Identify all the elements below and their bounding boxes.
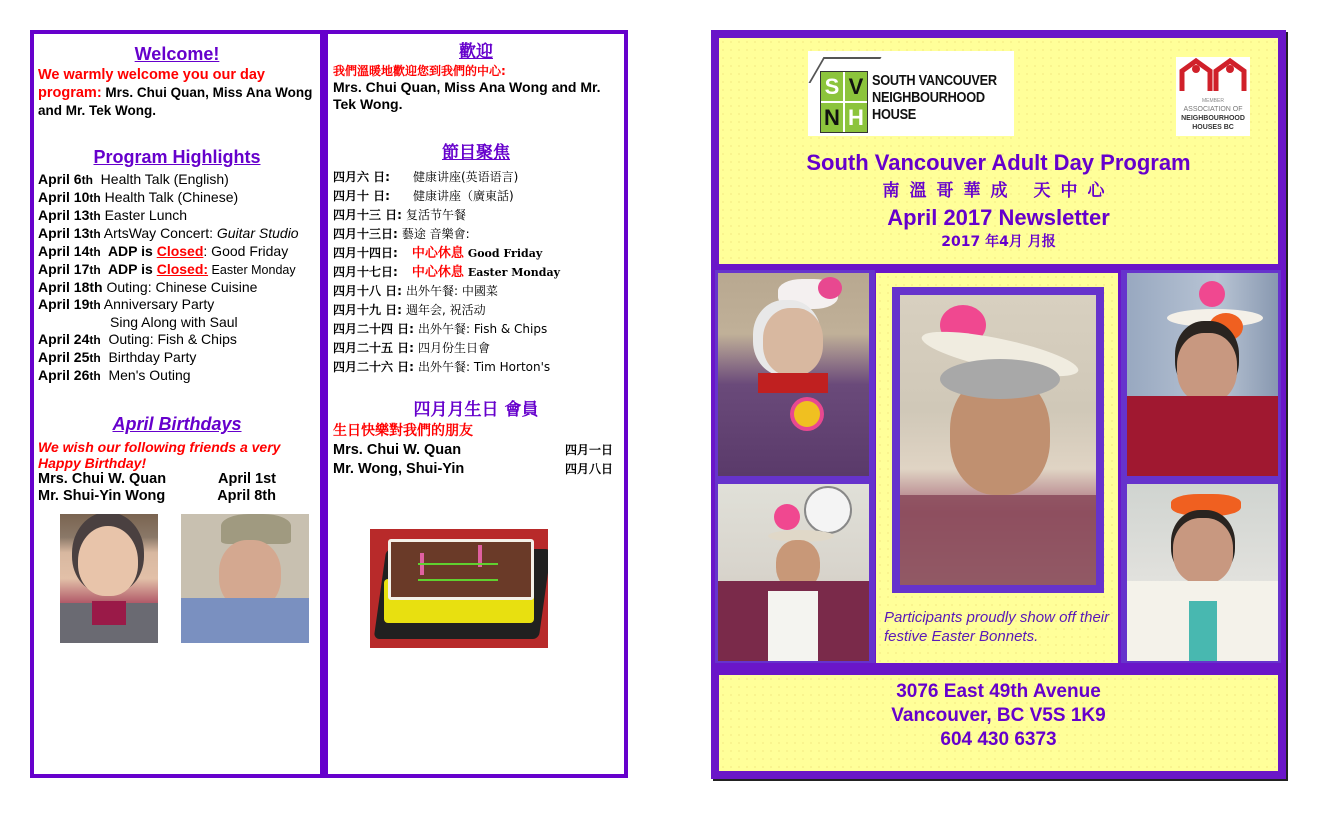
column-divider [320, 30, 328, 778]
highlight-row-zh [333, 282, 619, 301]
highlight-row [38, 279, 316, 296]
april-birthdays-heading: April Birthdays [112, 414, 242, 434]
anhbc-logo [1176, 57, 1250, 136]
closed-label-zh: 中心休息 [411, 265, 464, 280]
welcome-text [38, 67, 316, 120]
newsletter-title-zh: 2017 年4月 月报 [941, 234, 1056, 250]
closed-label: Closed [156, 243, 204, 259]
highlight-row-zh [333, 168, 619, 187]
highlight-adp-label: ADP is [100, 261, 157, 277]
highlight-text-zh: 健康讲座（廣東話) [413, 189, 514, 203]
highlight-row-zh [333, 358, 619, 377]
highlight-date-suffix: th [89, 245, 101, 259]
birthday-row [333, 460, 613, 479]
highlight-italic: Guitar Studio [216, 225, 299, 241]
highlight-text: Outing: Chinese Cuisine [102, 279, 258, 295]
highlight-row [38, 367, 316, 385]
birthday-date: April 8th [217, 488, 276, 504]
highlight-row-zh [333, 263, 619, 282]
photo-woman-white-cardigan [1127, 484, 1278, 661]
highlight-date-zh: 四月十 日: [333, 189, 390, 203]
highlight-date: April 18th [38, 279, 103, 295]
left-photo-frame [715, 270, 875, 663]
highlight-date-suffix: th [89, 263, 101, 277]
address-phone: 604 430 6373 [940, 729, 1057, 750]
highlight-row-zh [333, 206, 619, 225]
highlight-row [38, 225, 316, 243]
holiday-name: Good Friday [467, 247, 543, 260]
logo-letter-n: N [821, 103, 843, 132]
center-panel [876, 273, 1118, 663]
holiday-name: Easter Monday [467, 266, 560, 279]
photo-woman-purple-sweater [718, 273, 869, 476]
highlight-date: April 26 [38, 367, 90, 383]
highlight-date-zh: 四月六 日: [333, 170, 390, 184]
cover-page [711, 30, 1286, 779]
logo-line: SOUTH VANCOUVER [872, 73, 997, 89]
highlight-row [38, 349, 316, 367]
logo-letter-h: H [845, 103, 867, 132]
highlight-row-zh [333, 187, 619, 206]
highlight-date: April 19 [38, 296, 90, 312]
highlight-row [38, 171, 316, 189]
highlight-date-zh: 四月二十六 日: [333, 360, 414, 374]
highlight-date: April 17 [38, 261, 90, 277]
highlight-date-zh: 四月二十四 日: [333, 322, 414, 336]
highlight-date: April 14 [38, 243, 90, 259]
highlight-text: : Good Friday [203, 243, 289, 259]
highlight-row-zh [333, 339, 619, 358]
logo-line: NEIGHBOURHOOD [872, 90, 985, 106]
closed-label-zh: 中心休息 [411, 246, 464, 261]
highlight-date-suffix: th [89, 298, 101, 312]
highlight-date-zh: 四月二十五 日: [333, 341, 414, 355]
birthday-list-zh [333, 441, 619, 479]
chinese-column [328, 34, 624, 479]
program-title-zh: 南溫哥華成 天中心 [882, 181, 1115, 201]
center-photo-frame [892, 287, 1104, 593]
photo-portrait-woman [60, 514, 158, 643]
highlight-date: April 13 [38, 225, 90, 241]
birthday-row [38, 471, 276, 488]
highlight-row [38, 189, 316, 207]
birthday-name: Mr. Wong, Shui-Yin [333, 461, 465, 477]
birthday-wish: We wish our following friends a very Happy Birthday! [38, 439, 281, 471]
highlight-text: Birthday Party [100, 349, 197, 365]
april-birthdays-heading-zh: 四月月生日 會員 [413, 400, 539, 420]
highlight-text-zh: 复活节午餐 [405, 208, 466, 222]
highlight-text: Easter Monday [208, 263, 296, 277]
highlight-text-zh: 四月份生日會 [417, 341, 490, 355]
birthday-list-en [38, 471, 316, 505]
logo-line: HOUSE [872, 107, 917, 123]
highlight-date-suffix: th [81, 173, 93, 187]
program-highlights-heading: Program Highlights [93, 147, 261, 167]
highlight-row [38, 296, 316, 314]
highlight-text: Anniversary Party [100, 296, 215, 312]
birthday-name: Mrs. Chui W. Quan [38, 471, 167, 487]
highlight-text-zh: 健康讲座(英语语言) [413, 170, 519, 184]
english-column [34, 34, 320, 505]
closed-label: Closed: [156, 261, 209, 277]
birthday-date: 四月一日 [564, 443, 613, 457]
highlight-date-suffix: th [89, 333, 101, 347]
photo-birthday-cake [370, 529, 548, 648]
welcome-intro-zh: 我們溫暖地歡迎您到我們的中心: [333, 64, 506, 78]
photo-woman-paper-bonnet [900, 295, 1096, 585]
newsletter-title: April 2017 Newsletter [887, 205, 1110, 230]
anhbc-line: NEIGHBOURHOOD [1181, 115, 1245, 122]
highlight-text-zh: 出外午餐: Tim Horton's [417, 360, 551, 374]
birthday-row [38, 488, 276, 505]
highlight-date-suffix: th [89, 191, 101, 205]
svnh-logo [808, 51, 1014, 136]
birthday-name: Mr. Shui-Yin Wong [38, 488, 166, 504]
highlight-text: Easter Lunch [100, 207, 188, 223]
address-city: Vancouver, BC V5S 1K9 [891, 705, 1106, 726]
photo-portrait-man [181, 514, 309, 643]
anhbc-line: ASSOCIATION OF [1183, 106, 1243, 113]
right-photo-frame [1121, 270, 1281, 663]
logo-letter-s: S [821, 72, 843, 101]
welcome-names: Mrs. Chui Quan, Miss Ana Wong and Mr. Tek Wong. [38, 85, 313, 118]
anhbc-line: HOUSES BC [1192, 124, 1234, 131]
highlight-date-suffix: th [89, 209, 101, 223]
highlight-adp-label: ADP is [100, 243, 157, 259]
highlight-date: April 10 [38, 189, 90, 205]
highlight-text: Health Talk (English) [92, 171, 229, 187]
birthday-name: Mrs. Chui W. Quan [333, 442, 462, 458]
cover-header [719, 38, 1278, 264]
address-street: 3076 East 49th Avenue [896, 681, 1101, 702]
highlight-date-zh: 四月十四日: [333, 246, 398, 260]
highlight-date: April 13 [38, 207, 90, 223]
birthday-wish-zh: 生日快樂對我們的朋友 [333, 423, 473, 439]
highlight-text: Outing: Fish & Chips [100, 331, 237, 347]
highlight-text: Sing Along with Saul [110, 314, 238, 330]
birthday-date: 四月八日 [564, 462, 613, 476]
highlight-date-zh: 四月十三日: [333, 227, 398, 241]
welcome-intro: We warmly welcome you our day program: [38, 67, 265, 101]
highlight-row-zh [333, 301, 619, 320]
birthday-date: April 1st [217, 471, 276, 487]
highlight-row [38, 331, 316, 349]
highlight-text: Men's Outing [100, 367, 191, 383]
highlight-row [38, 207, 316, 225]
highlight-row-zh [333, 320, 619, 339]
highlight-row [38, 243, 316, 261]
highlight-date-zh: 四月十九 日: [333, 303, 402, 317]
program-highlights-heading-zh: 節目聚焦 [442, 143, 510, 163]
highlight-row [38, 261, 316, 279]
program-title: South Vancouver Adult Day Program [806, 150, 1191, 175]
highlight-date-suffix: th [89, 369, 101, 383]
highlight-date-suffix: th [89, 351, 101, 365]
program-highlights-list-zh [333, 168, 619, 377]
highlight-date: April 24 [38, 331, 90, 347]
highlight-date: April 6 [38, 171, 82, 187]
highlight-row [38, 314, 316, 331]
photo-woman-red-vest [1127, 273, 1278, 476]
welcome-heading: Welcome! [134, 44, 220, 64]
birthday-row [333, 441, 613, 460]
highlight-row-zh [333, 225, 619, 244]
cover-footer [719, 675, 1278, 771]
highlight-date-zh: 四月十八 日: [333, 284, 402, 298]
highlight-row-zh [333, 244, 619, 263]
neighbourhood-houses-icon [1176, 57, 1250, 93]
highlight-text-zh: 出外午餐: 中國菜 [405, 284, 498, 298]
logo-letter-v: V [845, 72, 867, 101]
welcome-names-zh: Mrs. Chui Quan, Miss Ana Wong and Mr. Tek Wong. [333, 79, 601, 112]
highlight-text: ArtsWay Concert: [100, 225, 217, 241]
highlight-text-zh: 出外午餐: Fish & Chips [417, 322, 548, 336]
highlight-date-zh: 四月十七日: [333, 265, 398, 279]
photo-caption: Participants proudly show off their festive Easter Bonnets. [884, 609, 1110, 645]
photo-woman-hat-on-head [718, 484, 869, 661]
highlight-date: April 25 [38, 349, 90, 365]
highlight-date-suffix: th [89, 227, 101, 241]
anhbc-member: MEMBER [1202, 98, 1224, 104]
highlight-date-zh: 四月十三 日: [333, 208, 402, 222]
highlight-text: Health Talk (Chinese) [100, 189, 239, 205]
welcome-heading-zh: 歡迎 [459, 42, 493, 62]
highlight-text-zh: 藝途 音樂會: [401, 227, 470, 241]
highlight-text-zh: 週年会, 祝活动 [405, 303, 486, 317]
program-highlights-list [38, 171, 316, 385]
